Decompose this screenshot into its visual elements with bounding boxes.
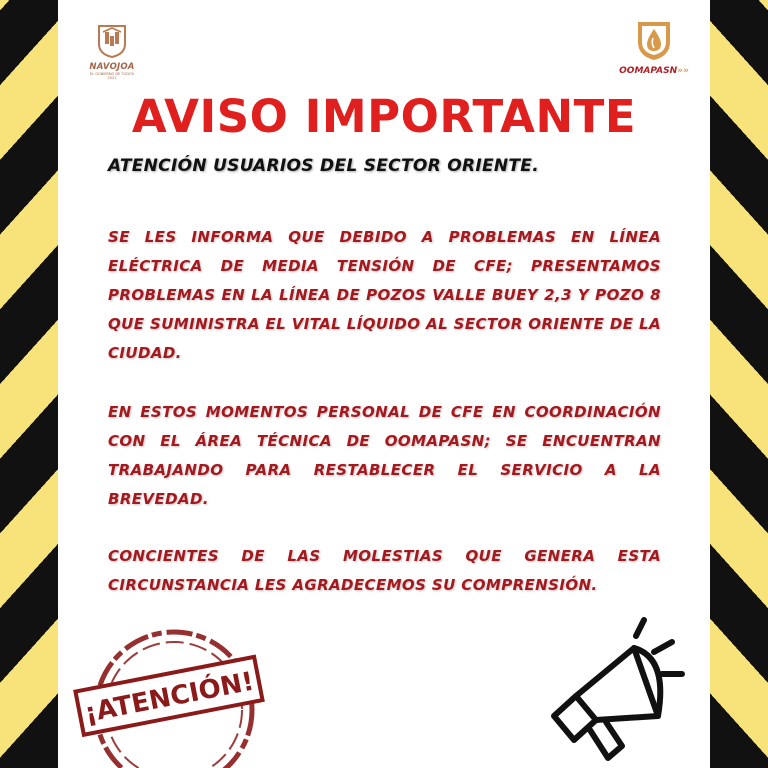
city-shield-icon xyxy=(97,24,127,58)
megaphone-icon xyxy=(540,612,700,762)
attention-stamp-text: ¡ATENCIÓN! xyxy=(82,666,257,729)
notice-title: AVISO IMPORTANTE xyxy=(131,90,637,143)
notice-paragraph-1: SE LES INFORMA QUE DEBIDO A PROBLEMAS EN LÍNEA ELÉCTRICA DE MEDIA TENSIÓN DE CFE; PRESENTAMOS PROBLEMAS EN LA LÍNEA DE POZOS VALLE BUEY 2,3 Y POZO 8 QUE SUMINISTRA EL VITAL LÍQUIDO AL SECTOR ORIENTE DE LA CIUDAD. xyxy=(108,228,661,362)
hazard-stripes-right xyxy=(710,0,768,768)
navojoa-logo xyxy=(88,24,136,80)
oomapasn-logo-label xyxy=(614,66,694,76)
notice-paragraph-3: CONCIENTES DE LAS MOLESTIAS QUE GENERA ESTA CIRCUNSTANCIA LES AGRADECEMOS SU COMPRENSIÓN. xyxy=(108,547,661,594)
oomapasn-logo xyxy=(614,18,694,76)
oomapasn-logo-main: OOMAPASN xyxy=(619,66,678,76)
notice-subtitle: ATENCIÓN USUARIOS DEL SECTOR ORIENTE. xyxy=(108,156,539,176)
oomapasn-logo-arrows: »» xyxy=(677,66,689,76)
navojoa-logo-subtitle: EL GOBIERNO DE TODOS 2021 xyxy=(90,72,134,80)
hazard-stripes-left xyxy=(0,0,58,768)
attention-stamp xyxy=(64,618,270,768)
notice-paragraph-2: EN ESTOS MOMENTOS PERSONAL DE CFE EN COORDINACIÓN CON EL ÁREA TÉCNICA DE OOMAPASN; SE ENCUENTRAN TRABAJANDO PARA RESTABLECER EL SERVICIO A LA BREVEDAD. xyxy=(108,403,661,508)
navojoa-logo-label: NAVOJOA xyxy=(89,62,135,72)
water-drop-shield-icon xyxy=(634,18,674,62)
